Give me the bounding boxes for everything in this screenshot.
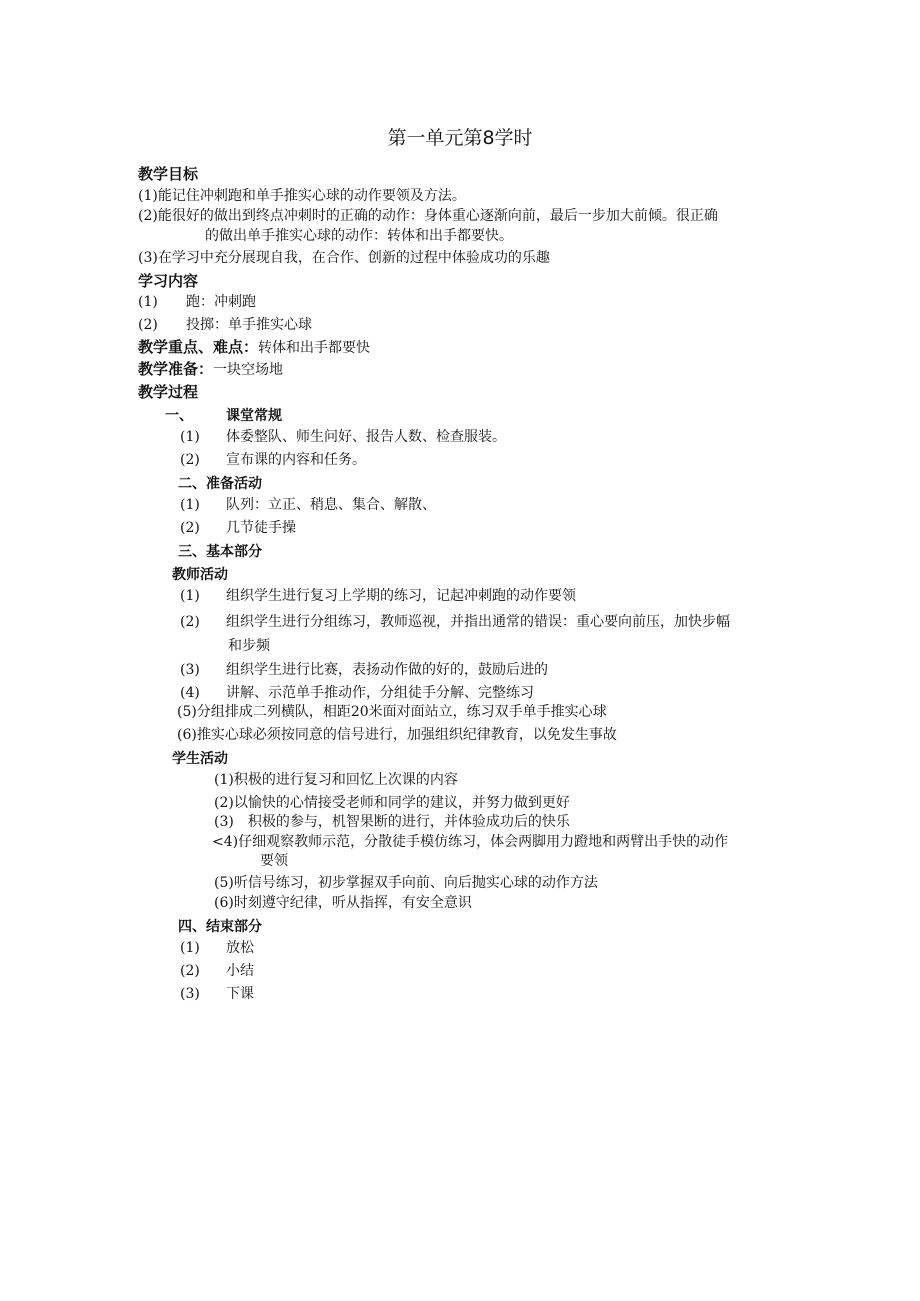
item-text: 下课	[226, 986, 254, 1002]
content-item-1-num: (1)	[138, 294, 158, 310]
content-heading: 学习内容	[138, 272, 199, 290]
item-num: (2)	[180, 452, 200, 468]
item-text: 讲解、示范单手推动作，分组徒手分解、完整练习	[226, 685, 534, 701]
item-num: (1)	[180, 940, 200, 956]
keypoints-label: 教学重点、难点：	[138, 338, 259, 356]
item-text: 组织学生进行分组练习，教师巡视，并指出通常的错误：重心要向前压，加快步幅	[226, 614, 730, 630]
section-4-item-3	[180, 985, 254, 1003]
teacher-item-6: (6)推实心球必须按同意的信号进行，加强组织纪律教育，以免发生事故	[177, 727, 617, 743]
teacher-item-1	[180, 587, 576, 605]
teacher-item-4	[180, 684, 534, 702]
content-item-1-text: 跑：冲刺跑	[186, 294, 256, 310]
item-num: (3)	[180, 986, 200, 1002]
objectives-heading: 教学目标	[138, 165, 199, 183]
item-num: (4)	[180, 685, 200, 701]
item-num: (2)	[180, 614, 200, 630]
prep-text: 一块空场地	[213, 362, 284, 378]
section-4-item-2	[180, 962, 254, 980]
item-num: (1)	[180, 497, 200, 513]
item-num: (2)	[180, 963, 200, 979]
section-4-title: 四、结束部分	[178, 919, 262, 935]
content-item-2-text: 投掷：单手推实心球	[186, 317, 312, 333]
content-item-1	[138, 293, 256, 311]
item-text: 小结	[226, 963, 254, 979]
section-1-num: 一、	[165, 408, 193, 424]
student-item-1: (1)积极的进行复习和回忆上次课的内容	[214, 772, 458, 788]
item-num: (2)	[180, 520, 200, 536]
item-text: 组织学生进行复习上学期的练习，记起冲刺跑的动作要领	[226, 588, 576, 604]
student-activity-heading: 学生活动	[172, 751, 228, 767]
section-1-item-2	[180, 451, 366, 469]
keypoints-text: 转体和出手都要快	[258, 340, 371, 356]
objective-3: (3)在学习中充分展现自我，在合作、创新的过程中体验成功的乐趣	[138, 250, 550, 266]
item-num: (1)	[180, 588, 200, 604]
content-item-2-num: (2)	[138, 317, 158, 333]
objective-2-cont: 的做出单手推实心球的动作：转体和出手都要快。	[205, 228, 513, 244]
item-text: 组织学生进行比赛，表扬动作做的好的，鼓励后进的	[226, 662, 548, 678]
section-3-title: 三、基本部分	[178, 544, 262, 560]
section-2-title: 二、准备活动	[178, 476, 262, 492]
page-title: 第一单元第8学时	[387, 127, 533, 149]
objective-1: (1)能记住冲刺跑和单手推实心球的动作要领及方法。	[138, 188, 466, 204]
student-item-4: <4)仔细观察教师示范，分散徒手模仿练习，体会两脚用力蹬地和两臂出手快的动作	[212, 834, 729, 850]
teacher-item-5: (5)分组排成二列横队，相距20米面对面站立，练习双手单手推实心球	[177, 704, 607, 720]
section-1-title: 课堂常规	[226, 408, 282, 424]
student-item-2: (2)以愉快的心情接受老师和同学的建议，并努力做到更好	[214, 795, 570, 811]
student-item-4-cont: 要领	[260, 853, 288, 869]
keypoints-line	[138, 338, 370, 357]
student-item-5: (5)听信号练习，初步掌握双手向前、向后抛实心球的动作方法	[214, 875, 598, 891]
item-text: 队列：立正、稍息、集合、解散、	[226, 497, 436, 513]
item-text: 放松	[226, 940, 254, 956]
section-2-item-1	[180, 496, 436, 514]
item-num: (3)	[180, 662, 200, 678]
prep-line	[138, 360, 283, 379]
item-text: 几节徒手操	[226, 520, 296, 536]
section-2-item-2	[180, 519, 296, 537]
prep-label: 教学准备：	[138, 360, 214, 378]
section-4-item-1	[180, 939, 254, 957]
item-text: 体委整队、师生问好、报告人数、检查服装。	[226, 429, 506, 445]
section-1-item-1	[180, 428, 506, 446]
item-num: (1)	[180, 429, 200, 445]
teacher-item-2-cont: 和步频	[228, 638, 270, 654]
process-heading: 教学过程	[138, 383, 199, 401]
teacher-item-2	[180, 613, 730, 631]
teacher-activity-heading: 教师活动	[172, 567, 228, 583]
objective-2: (2)能很好的做出到终点冲刺时的正确的动作：身体重心逐渐向前，最后一步加大前倾。很正确	[138, 208, 718, 224]
item-text: 宣布课的内容和任务。	[226, 452, 366, 468]
student-item-6: (6)时刻遵守纪律，听从指挥，有安全意识	[214, 895, 472, 911]
student-item-3: (3) 积极的参与，机智果断的进行，并体验成功后的快乐	[214, 814, 570, 830]
content-item-2	[138, 316, 312, 334]
teacher-item-3	[180, 661, 548, 679]
